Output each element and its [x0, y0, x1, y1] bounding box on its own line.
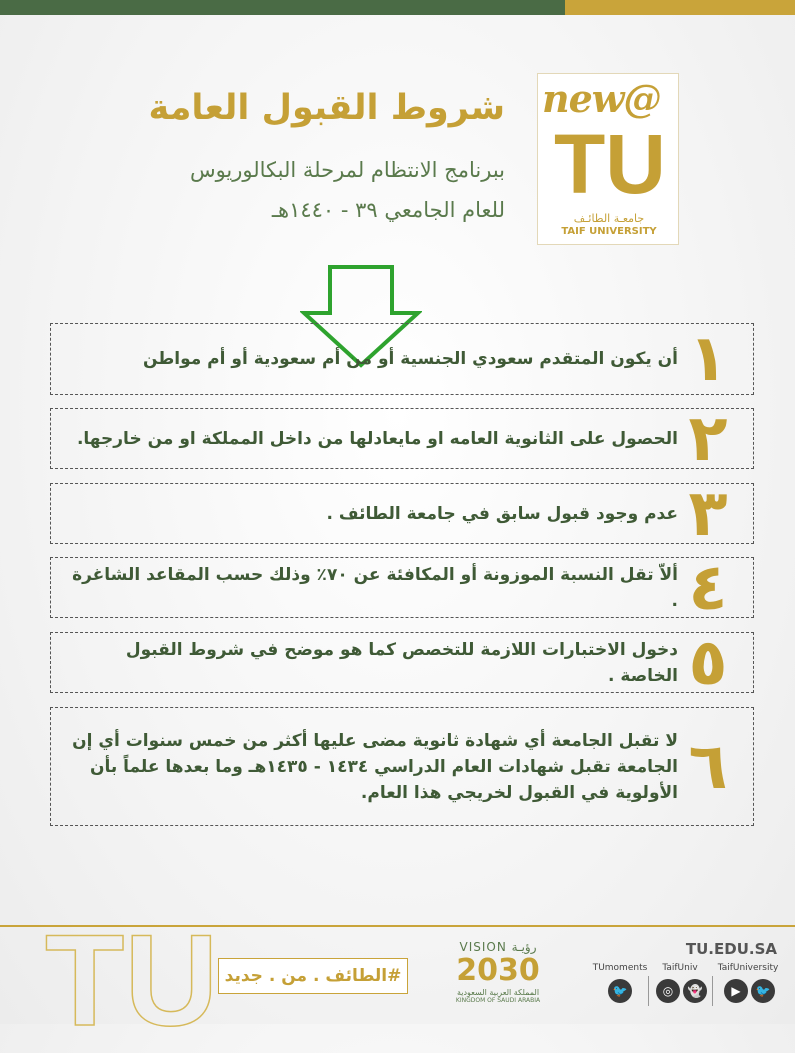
page-subtitle-year: للعام الجامعي ٣٩ - ١٤٤٠هـ [271, 198, 505, 222]
condition-number: ١ [688, 322, 728, 396]
social-icons-group-2 [656, 979, 707, 1003]
condition-text: ألاّ تقل النسبة الموزونة أو المكافئة عن ٧٠٪ وذلك حسب المقاعد الشاغرة . [72, 564, 678, 611]
social-icons-group-1 [608, 979, 632, 1003]
social-icons-group-3 [724, 979, 775, 1003]
condition-text: لا تقبل الجامعة أي شهادة ثانوية مضى عليها أكثر من خمس سنوات أي إن الجامعة تقبل شهادات العام الدراسي ١٤٣٤ - ١٤٣٥هـ وما بعدها علماً بأن الأولوية في القبول لخريجي هذا العام. [72, 730, 678, 803]
condition-text: دخول الاختبارات اللازمة للتخصص كما هو موضح في شروط القبول الخاصة . [125, 639, 678, 686]
taif-university-logo [537, 73, 679, 245]
twitter-icon[interactable]: 🐦 [608, 979, 632, 1003]
logo-tu-text: TU [554, 117, 666, 211]
vision-english-kingdom: KINGDOM OF SAUDI ARABIA [455, 997, 541, 1004]
condition-text: عدم وجود قبول سابق في جامعة الطائف . [326, 503, 678, 524]
twitter-icon[interactable]: 🐦 [751, 979, 775, 1003]
social-separator [648, 976, 649, 1006]
website-link[interactable]: TU.EDU.SA [685, 940, 777, 958]
condition-number: ٢ [688, 401, 728, 476]
social-handle-tumoments[interactable]: TUmoments [592, 963, 648, 973]
social-handle-taifuniversity[interactable]: TaifUniversity [717, 963, 779, 973]
youtube-icon[interactable]: ▶ [724, 979, 748, 1003]
page-subtitle-program: ببرنامج الانتظام لمرحلة البكالوريوس [189, 158, 505, 182]
logo-arabic-name: جامعـة الطائـف [573, 212, 645, 225]
page-title: شروط القبول العامة [148, 88, 505, 128]
condition-text: أن يكون المتقدم سعودي الجنسية أو من أم سعودية أو أم مواطن [142, 349, 678, 369]
condition-number: ٥ [688, 625, 728, 700]
top-green-bar [0, 0, 565, 15]
vision-2030-logo [448, 940, 548, 1020]
hashtag-badge: #الطائف . من . جديد [218, 958, 408, 994]
top-gold-bar [565, 0, 795, 15]
snapchat-icon[interactable]: 👻 [683, 979, 707, 1003]
condition-item [50, 550, 754, 625]
condition-item [50, 476, 754, 551]
condition-item [50, 707, 754, 826]
vision-arabic-kingdom: المملكة العربية السعودية [456, 988, 540, 997]
vision-label: VISION رؤيـة [459, 940, 537, 954]
footer-tu-outline-logo: TU [45, 907, 219, 1053]
condition-item [50, 401, 754, 476]
condition-number: ٤ [688, 550, 728, 625]
vision-year: 2030 [456, 953, 540, 988]
social-separator [712, 976, 713, 1006]
logo-new-text: new@ [542, 76, 661, 121]
condition-item [50, 323, 754, 395]
logo-english-name: TAIF UNIVERSITY [561, 226, 657, 237]
condition-item [50, 625, 754, 700]
social-handle-taifuniv[interactable]: TaifUniv [662, 963, 698, 973]
condition-number: ٦ [688, 729, 728, 804]
condition-text: الحصول على الثانوية العامه او مايعادلها من داخل المملكة او من خارجها. [76, 428, 678, 449]
condition-number: ٣ [688, 476, 728, 551]
instagram-icon[interactable]: ◎ [656, 979, 680, 1003]
